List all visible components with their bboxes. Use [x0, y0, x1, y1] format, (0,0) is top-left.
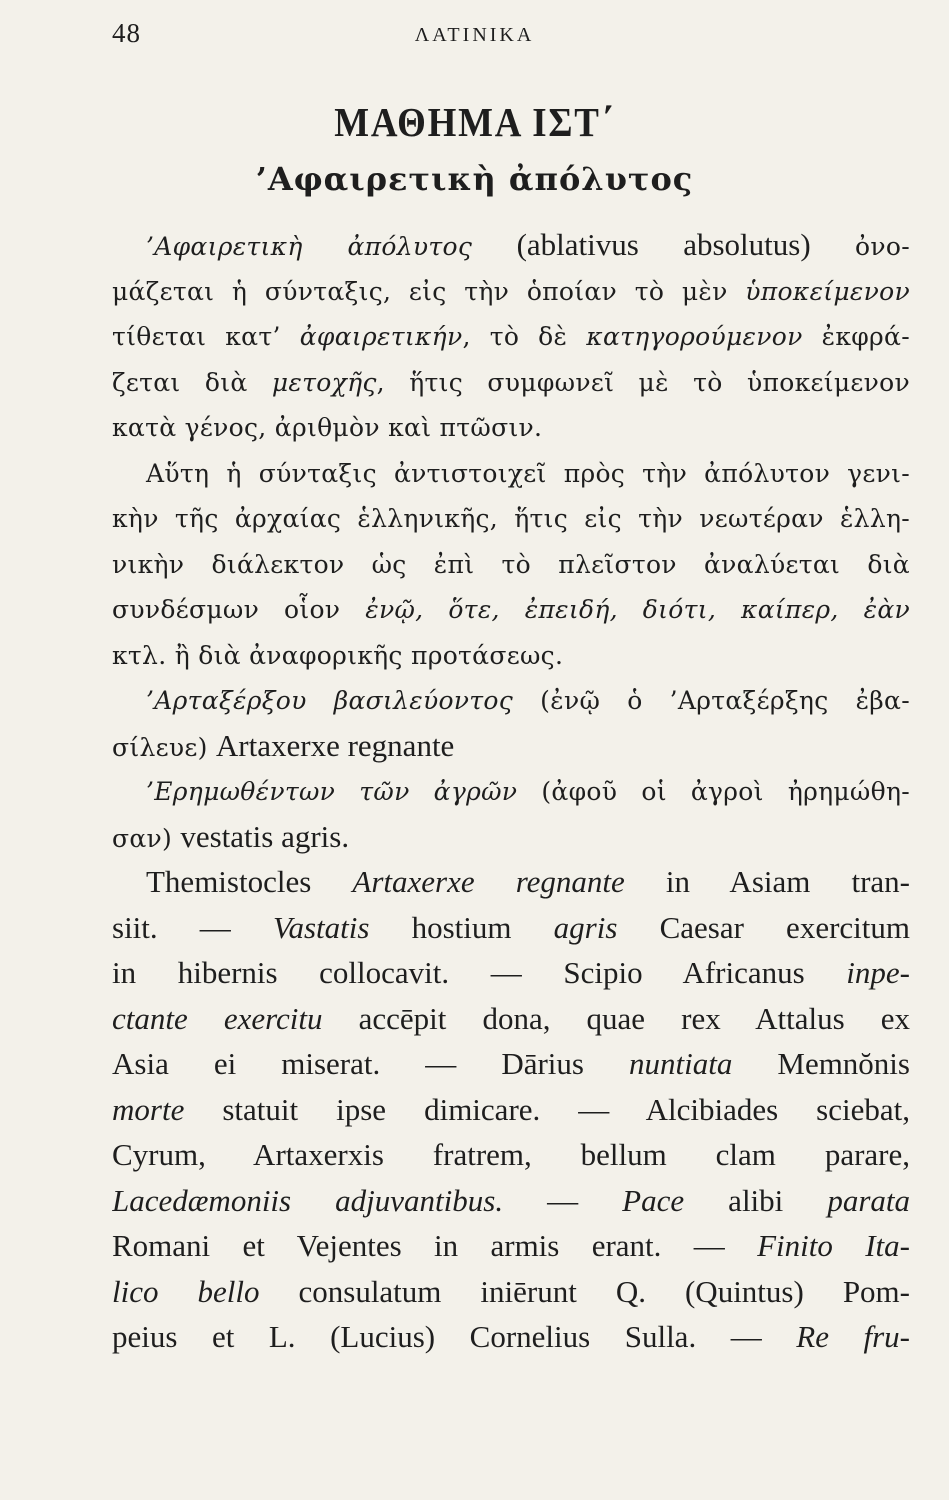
text-line — [112, 450, 910, 496]
italic-text: Lacedæmoniis adjuvantibus. — [112, 1182, 504, 1218]
text-line — [112, 495, 910, 541]
text-line — [112, 723, 910, 769]
italic-text: inpe- — [846, 955, 910, 990]
page-header — [0, 18, 949, 58]
text-span: peius et L. (Lucius) Cornelius Sulla. — — [112, 1319, 797, 1354]
text-span: vestatis agris. — [180, 818, 350, 854]
text-line — [112, 1269, 910, 1315]
text-span: Caesar exercitum — [617, 909, 910, 945]
text-line — [112, 632, 910, 678]
italic-text: ’Ερημωθέντων τῶν ἀγρῶν — [146, 777, 518, 806]
text-span: (ἐνῷ ὁ ’Αρταξέρξης ἐβα- — [513, 686, 910, 715]
text-span: Asia ei miserat. — Dārius — [112, 1046, 629, 1081]
text-line — [112, 359, 910, 405]
text-span: Artaxerxe regnante — [215, 727, 455, 763]
text-line — [112, 1132, 910, 1178]
italic-text: agris — [553, 909, 618, 945]
text-span: in Asiam tran- — [624, 864, 910, 899]
text-line — [112, 950, 910, 996]
italic-text: nuntiata — [629, 1046, 733, 1081]
text-line — [112, 222, 910, 268]
text-span: consulatum iniērunt Q. (Quintus) Pom- — [259, 1273, 910, 1309]
text-span: (ἀφοῦ οἱ ἀγροὶ ἠρημώθη- — [517, 777, 910, 806]
italic-text: parata — [827, 1182, 910, 1218]
italic-text: Re fru- — [796, 1319, 910, 1354]
page-number: 48 — [112, 18, 141, 48]
text-span: σαν) — [112, 823, 181, 853]
text-line — [112, 859, 910, 905]
italic-text: Finito Ita- — [757, 1228, 910, 1263]
text-span: , τὸ δὲ — [462, 322, 587, 351]
body-text — [112, 222, 910, 1360]
text-span: τίθεται κατ’ — [112, 322, 300, 351]
text-span: ζεται διὰ — [112, 367, 272, 397]
italic-text: Pace — [622, 1182, 685, 1218]
text-span: Αὕτη ἡ σύνταξις ἀντιστοιχεῖ πρὸς τὴν ἀπόλυτον γενι- — [146, 458, 910, 488]
text-span: νικὴν διάλεκτον ὡς ἐπὶ τὸ πλεῖστον ἀναλύεται διὰ — [112, 549, 910, 579]
text-line — [112, 905, 910, 951]
text-span: Romani et Vejentes in armis erant. — — [112, 1228, 758, 1263]
text-line — [112, 996, 910, 1042]
text-span: Memnŏnis — [732, 1046, 910, 1081]
text-line — [112, 1087, 910, 1133]
text-span: κὴν τῆς ἀρχαίας ἑλληνικῆς, ἥτις εἰς τὴν νεωτέραν ἑλλη- — [112, 504, 910, 533]
text-span: accēpit dona, quae rex Attalus ex — [322, 1000, 910, 1036]
text-line — [112, 313, 910, 359]
lesson-title: ΜΑΘΗΜΑ ΙΣΤ΄ — [334, 99, 615, 145]
text-line — [112, 1041, 910, 1087]
italic-text: ’Αφαιρετικὴ ἀπόλυτος — [146, 232, 473, 261]
italic-text: ὑποκείμενον — [745, 276, 910, 306]
text-span: κτλ. ἢ διὰ ἀναφορικῆς προτάσεως. — [112, 640, 564, 670]
italic-text: morte — [112, 1091, 185, 1127]
text-line — [112, 586, 910, 632]
text-line — [112, 1223, 910, 1269]
italic-text: μετοχῆς — [271, 367, 377, 397]
text-span: siit. — — [112, 909, 273, 945]
text-span: σίλευε) — [112, 732, 216, 762]
text-span: in hibernis collocavit. — Scipio Africanus — [112, 955, 847, 990]
italic-text: Artaxerxe regnante — [352, 864, 625, 899]
text-line — [112, 1314, 910, 1360]
italic-text: ’Αρταξέρξου βασιλεύοντος — [146, 686, 514, 715]
text-span: statuit ipse dimicare. — Alcibiades sciebat, — [184, 1091, 910, 1127]
italic-text: ἀφαιρετικήν — [299, 322, 463, 351]
text-span: alibi — [684, 1182, 828, 1218]
text-span: , ἥτις συμφωνεῖ μὲ τὸ ὑποκείμενον — [376, 367, 910, 397]
italic-text: ctante exercitu — [112, 1000, 323, 1036]
text-span: ὀνο- — [855, 232, 910, 261]
section-title: ’Αφαιρετικὴ ἀπόλυτος — [255, 160, 694, 198]
text-line — [112, 541, 910, 587]
text-span: (ablativus absolutus) — [472, 227, 856, 262]
text-line — [112, 677, 910, 723]
text-line — [112, 768, 910, 814]
running-head: ΛΑΤΙΝΙΚΑ — [414, 24, 535, 46]
italic-text: Vastatis — [272, 909, 370, 945]
text-line — [112, 1178, 910, 1224]
text-line — [112, 404, 910, 450]
italic-text: κατηγορούμενον — [586, 322, 803, 351]
text-span: Cyrum, Artaxerxis fratrem, bellum clam parare, — [112, 1137, 910, 1172]
text-span: hostium — [369, 909, 554, 945]
text-line — [112, 268, 910, 314]
text-line — [112, 814, 910, 860]
italic-text: lico bello — [112, 1273, 260, 1309]
italic-text: ἐνῷ, ὅτε, ἐπειδή, διότι, καίπερ, ἐὰν — [365, 595, 910, 624]
text-span: κατὰ γένος, ἀριθμὸν καὶ πτῶσιν. — [112, 413, 543, 442]
text-span: Themistocles — [146, 864, 353, 899]
text-span: συνδέσμων οἷον — [112, 595, 366, 624]
text-span: μάζεται ἡ σύνταξις, εἰς τὴν ὁποίαν τὸ μὲν — [112, 276, 746, 306]
text-span: — — [503, 1182, 623, 1218]
text-span: ἐκφρά- — [802, 322, 910, 351]
